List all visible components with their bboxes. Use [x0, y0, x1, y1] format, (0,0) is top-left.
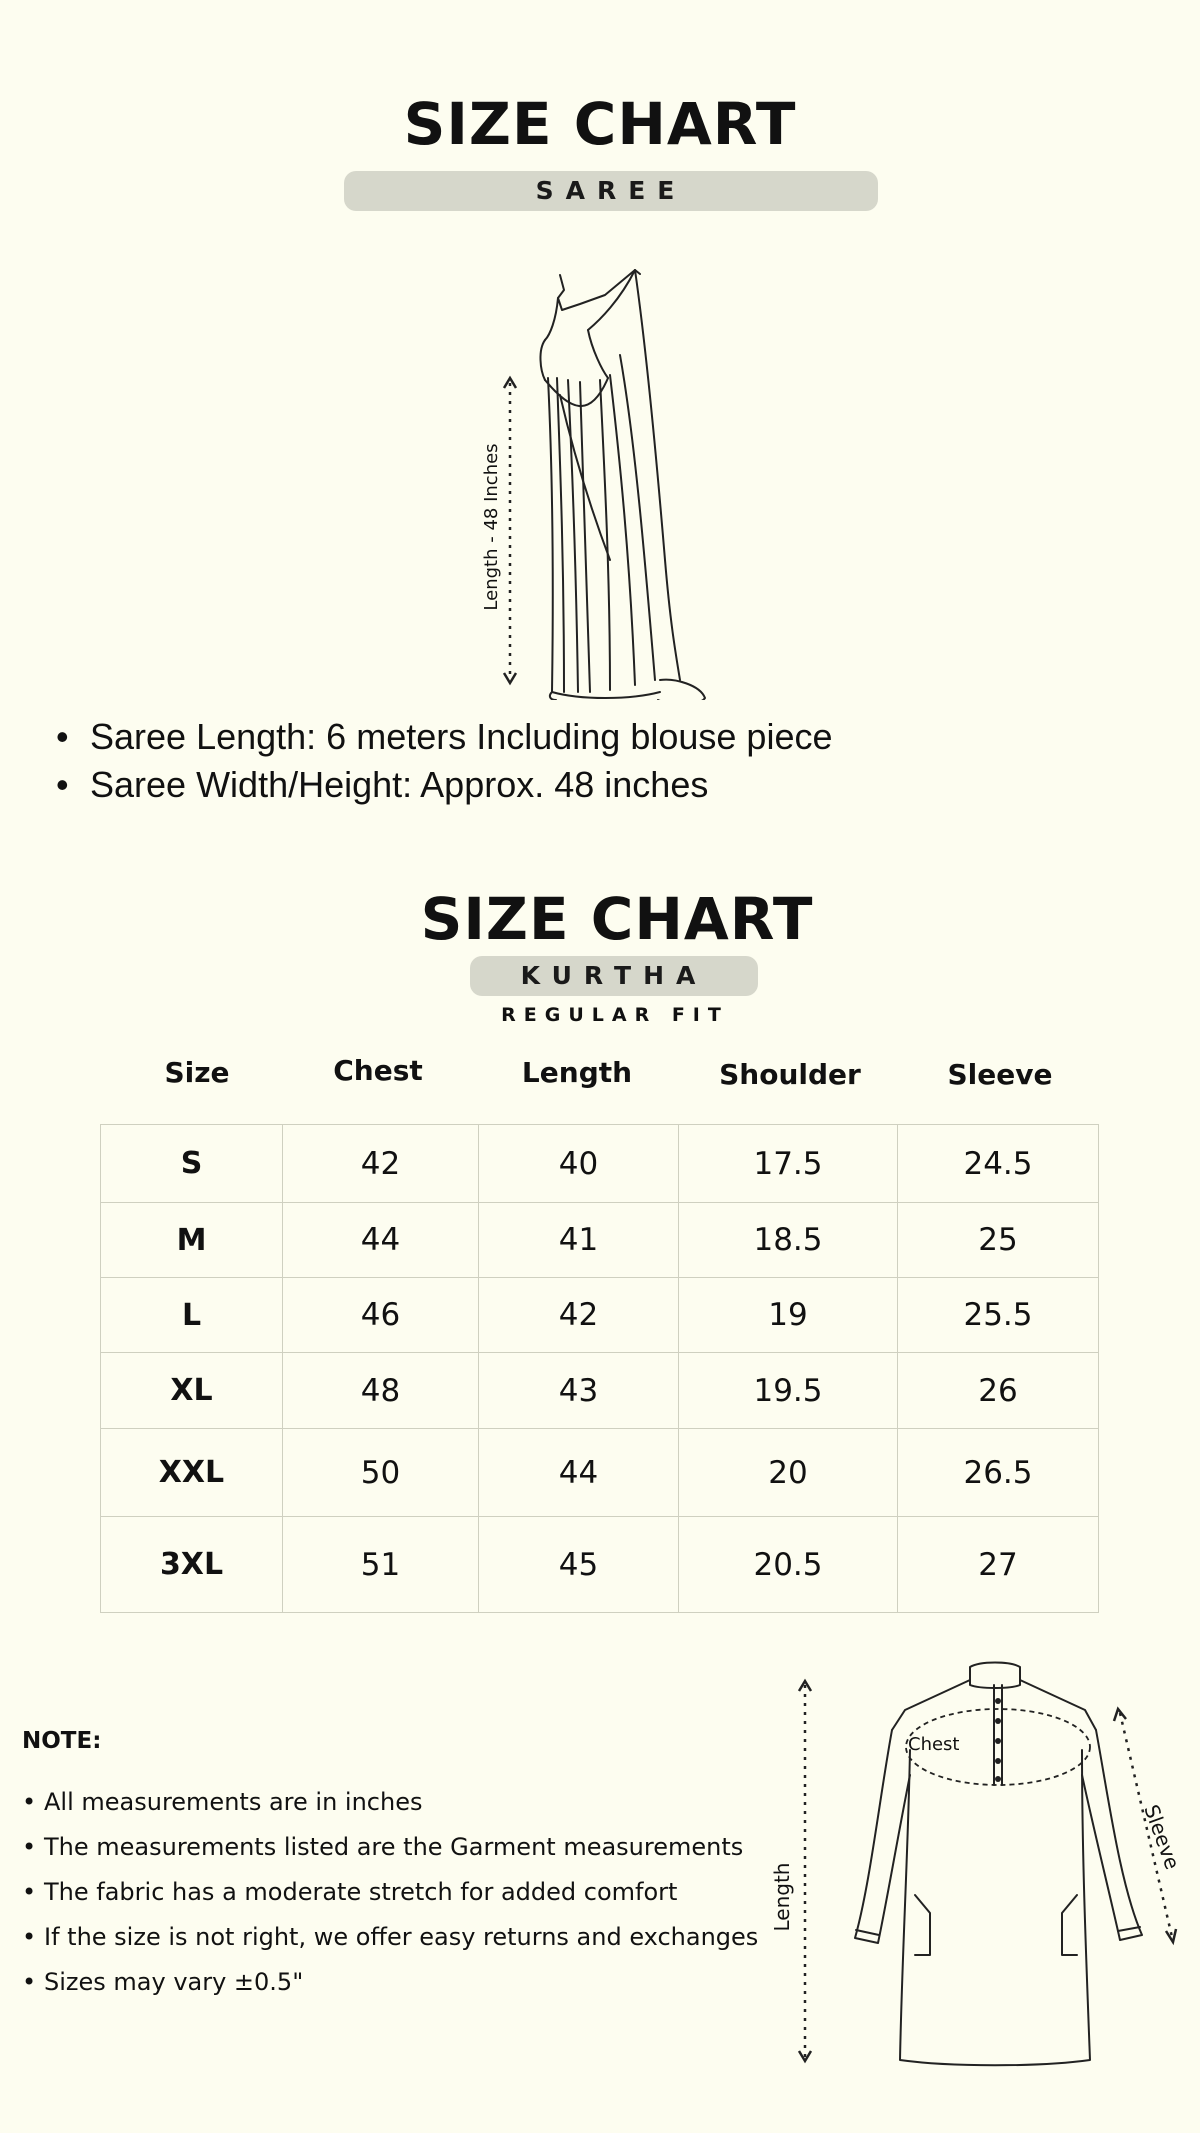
column-header-shoulder: Shoulder [719, 1058, 861, 1091]
measurement-cell: 25 [898, 1203, 1099, 1278]
table-row [101, 1353, 1099, 1429]
measurement-cell: 19.5 [679, 1353, 898, 1429]
notes-list [22, 1780, 758, 2005]
measurement-cell: 42 [479, 1278, 679, 1353]
column-header-sleeve: Sleeve [947, 1058, 1053, 1091]
measurement-cell: 41 [479, 1203, 679, 1278]
saree-bullet-length: • Saree Length: 6 meters Including blouse piece [50, 713, 832, 761]
measurement-cell: 25.5 [898, 1278, 1099, 1353]
measurement-cell: 51 [283, 1517, 479, 1613]
measurement-cell: 45 [479, 1517, 679, 1613]
column-header-size: Size [164, 1056, 230, 1089]
kurta-illustration [770, 1655, 1180, 2075]
length-label: Length [770, 1862, 794, 1932]
saree-subtitle-pill: SAREE [344, 171, 878, 211]
measurement-cell: 43 [479, 1353, 679, 1429]
sleeve-label: Sleeve [1139, 1801, 1185, 1873]
measurement-cell: 20 [679, 1429, 898, 1517]
saree-size-chart-title: SIZE CHART [403, 90, 797, 158]
measurement-cell: 48 [283, 1353, 479, 1429]
table-row [101, 1278, 1099, 1353]
column-header-length: Length [521, 1056, 633, 1089]
table-row [101, 1203, 1099, 1278]
kurtha-size-chart-title: SIZE CHART [420, 885, 814, 953]
measurement-cell: 40 [479, 1125, 679, 1203]
measurement-cell: 46 [283, 1278, 479, 1353]
note-item: • If the size is not right, we offer easy returns and exchanges [22, 1915, 758, 1960]
chest-label: Chest [908, 1734, 960, 1755]
kurtha-fit-label: REGULAR FIT [501, 1004, 729, 1026]
measurement-cell: 26 [898, 1353, 1099, 1429]
saree-bullet-width: • Saree Width/Height: Approx. 48 inches [50, 761, 832, 809]
measurement-cell: 18.5 [679, 1203, 898, 1278]
measurement-cell: 19 [679, 1278, 898, 1353]
note-item: • All measurements are in inches [22, 1780, 758, 1825]
note-title: NOTE: [22, 1728, 102, 1754]
size-cell: XL [101, 1353, 283, 1429]
size-cell: L [101, 1278, 283, 1353]
saree-length-annotation: Length - 48 Inches [481, 443, 502, 611]
table-row [101, 1517, 1099, 1613]
note-item: • The fabric has a moderate stretch for added comfort [22, 1870, 758, 1915]
measurement-cell: 44 [283, 1203, 479, 1278]
measurement-cell: 17.5 [679, 1125, 898, 1203]
note-item: • The measurements listed are the Garment measurements [22, 1825, 758, 1870]
measurement-cell: 24.5 [898, 1125, 1099, 1203]
measurement-cell: 26.5 [898, 1429, 1099, 1517]
note-item: • Sizes may vary ±0.5" [22, 1960, 758, 2005]
size-cell: 3XL [101, 1517, 283, 1613]
saree-bullet-list [50, 713, 832, 809]
size-cell: XXL [101, 1429, 283, 1517]
measurement-cell: 20.5 [679, 1517, 898, 1613]
column-header-chest: Chest [333, 1054, 423, 1087]
measurement-cell: 50 [283, 1429, 479, 1517]
kurtha-subtitle-pill: KURTHA [470, 956, 758, 996]
kurtha-size-table [100, 1124, 1099, 1613]
table-row [101, 1125, 1099, 1203]
measurement-cell: 27 [898, 1517, 1099, 1613]
size-cell: S [101, 1125, 283, 1203]
size-cell: M [101, 1203, 283, 1278]
measurement-cell: 42 [283, 1125, 479, 1203]
measurement-cell: 44 [479, 1429, 679, 1517]
table-row [101, 1429, 1099, 1517]
